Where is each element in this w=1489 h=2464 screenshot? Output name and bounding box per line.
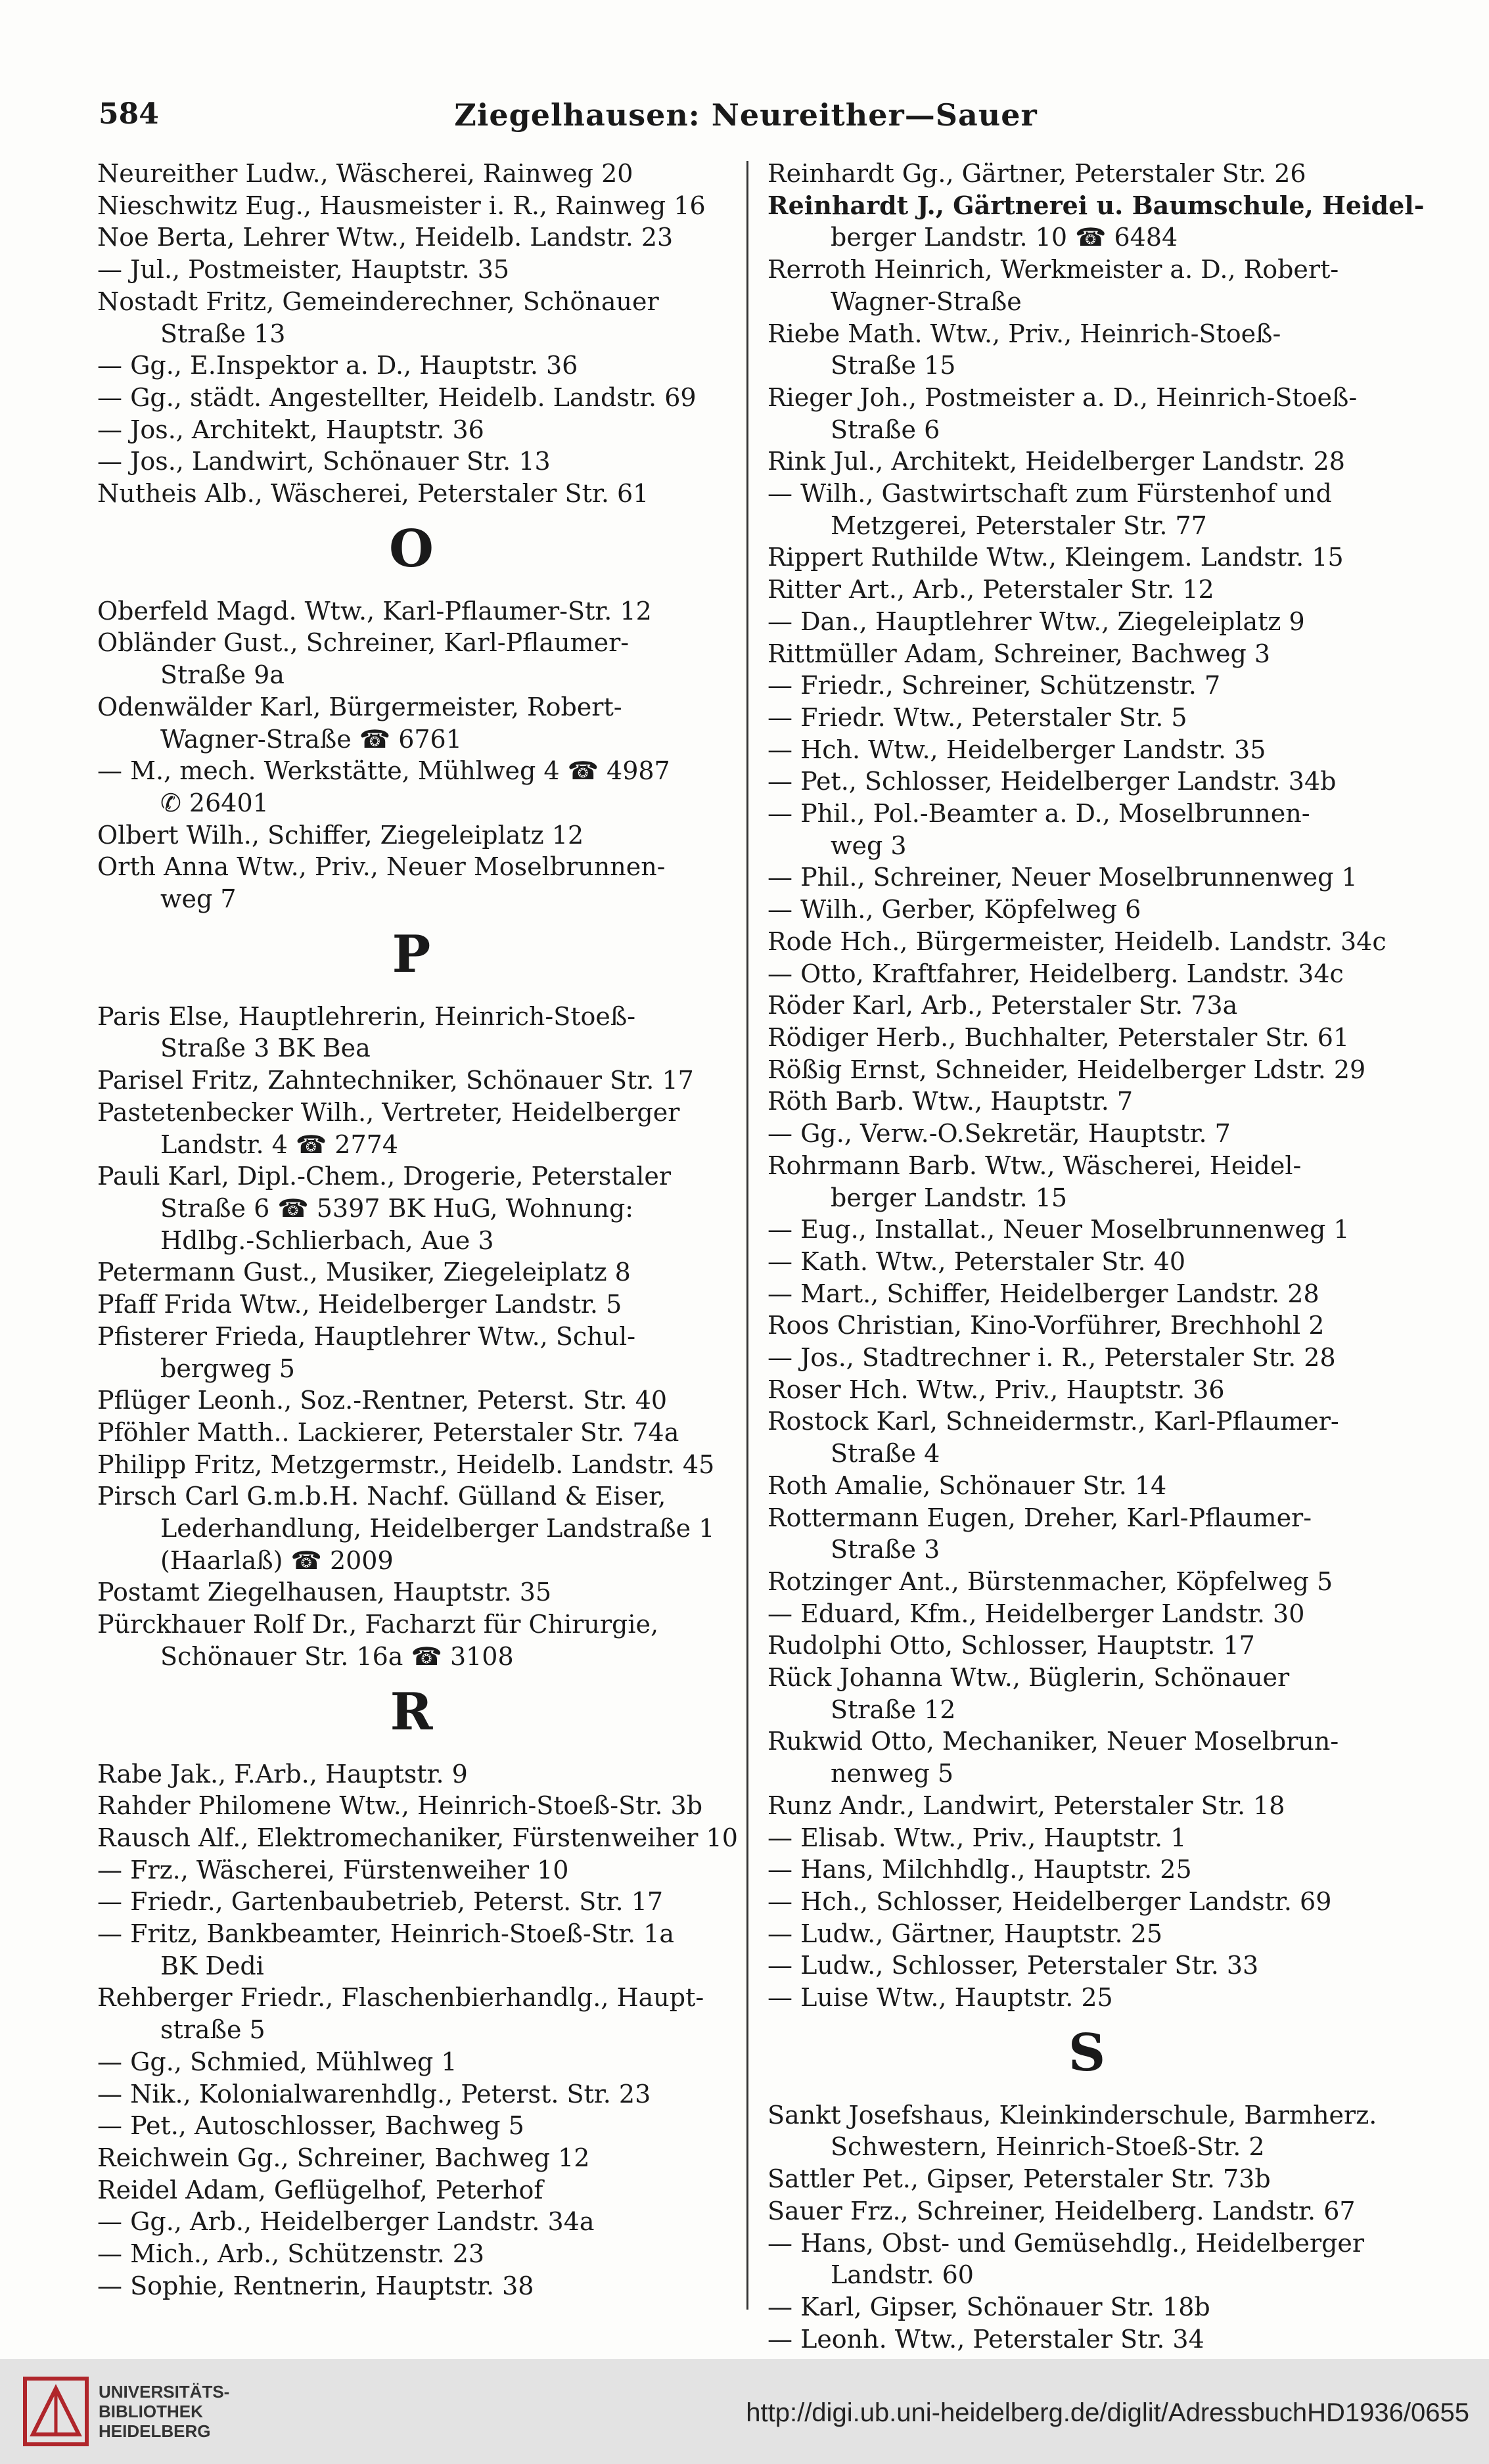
directory-entry [97, 1449, 725, 1481]
directory-entry [97, 2174, 725, 2206]
entry-line: Odenwälder Karl, Bürgermeister, Robert- [97, 692, 622, 721]
entry-line: — Dan., Hauptlehrer Wtw., Ziegeleiplatz 9 [767, 606, 1305, 636]
directory-entry [97, 819, 725, 852]
entry-line: — Gg., Arb., Heidelberger Landstr. 34a [97, 2207, 595, 2237]
directory-entry [767, 382, 1406, 445]
entry-line: Sauer Frz., Schreiner, Heidelberg. Landstr. 67 [767, 2196, 1356, 2225]
entry-line: Obländer Gust., Schreiner, Karl-Pflaumer- [97, 628, 630, 658]
entry-line: — Hch. Wtw., Heidelberger Landstr. 35 [767, 735, 1266, 764]
left-column [97, 158, 738, 2313]
directory-entry [767, 318, 1406, 382]
directory-entry [767, 1150, 1406, 1214]
directory-entry [767, 190, 1425, 254]
entry-line: — Gg., E.Inspektor a. D., Hauptstr. 36 [97, 351, 578, 380]
entry-line: Roos Christian, Kino-Vorführer, Brechhohl 2 [767, 1311, 1325, 1340]
entry-continuation: Straße 4 [831, 1439, 940, 1469]
directory-entry [767, 1214, 1406, 1246]
directory-entry [767, 1246, 1406, 1278]
directory-entry [767, 765, 1406, 798]
directory-entry [767, 894, 1406, 926]
entry-line: Rieger Joh., Postmeister a. D., Heinrich-Stoeß- [767, 382, 1358, 412]
entry-line: — Fritz, Bankbeamter, Heinrich-Stoeß-Str. 1a [97, 1919, 675, 1949]
entry-line: — Jos., Stadtrechner i. R., Peterstaler Str. 28 [767, 1343, 1336, 1373]
entry-line: Pfisterer Frieda, Hauptlehrer Wtw., Schul- [97, 1321, 636, 1351]
entry-line: — Kath. Wtw., Peterstaler Str. 40 [767, 1246, 1185, 1276]
directory-entry [767, 2163, 1406, 2195]
entry-continuation: Straße 9a [160, 660, 285, 690]
entry-continuation: straße 5 [160, 2015, 265, 2045]
entry-line: Rödiger Herb., Buchhalter, Peterstaler Str. 61 [767, 1022, 1350, 1052]
directory-entry [767, 1790, 1406, 1822]
directory-entry [767, 734, 1406, 766]
directory-entry [767, 541, 1406, 574]
directory-entry [767, 638, 1406, 670]
entry-line: Ritter Art., Arb., Peterstaler Str. 12 [767, 575, 1214, 605]
entry-line: Runz Andr., Landwirt, Peterstaler Str. 18 [767, 1791, 1285, 1820]
directory-entry [97, 755, 725, 819]
directory-entry [767, 702, 1406, 734]
directory-entry [97, 2238, 725, 2270]
university-logo-icon [20, 2372, 92, 2451]
directory-entry [97, 382, 725, 414]
entry-continuation: Wagner-Straße ☎ 6761 [160, 724, 462, 754]
entry-line: Riebe Math. Wtw., Priv., Heinrich-Stoeß- [767, 319, 1281, 348]
library-name-line: UNIVERSITÄTS- [99, 2382, 230, 2402]
directory-entry [97, 254, 725, 286]
entry-line: Rippert Ruthilde Wtw., Kleingem. Landstr. 15 [767, 543, 1344, 572]
entry-line: Nieschwitz Eug., Hausmeister i. R., Rainweg 16 [97, 191, 706, 220]
library-name-line: BIBLIOTHEK [99, 2402, 203, 2421]
entry-line: — M., mech. Werkstätte, Mühlweg 4 ☎ 4987 [97, 756, 670, 786]
directory-entry [767, 445, 1406, 478]
directory-entry [767, 1950, 1406, 1982]
directory-entry [767, 1854, 1406, 1886]
directory-entry [97, 1608, 725, 1672]
directory-entry [97, 1918, 725, 1982]
entry-continuation: Landstr. 4 ☎ 2774 [160, 1129, 398, 1159]
directory-entry [97, 595, 725, 627]
entry-continuation: Straße 6 [831, 415, 940, 444]
entry-line: Rück Johanna Wtw., Büglerin, Schönauer [767, 1663, 1290, 1693]
entry-line: — Hans, Milchhdlg., Hauptstr. 25 [767, 1855, 1192, 1884]
entry-continuation: nenweg 5 [831, 1759, 954, 1789]
directory-entry [97, 2110, 725, 2142]
entry-line: — Mich., Arb., Schützenstr. 23 [97, 2239, 485, 2269]
directory-entry [767, 1982, 1406, 2014]
directory-entry [767, 606, 1406, 638]
entry-line: — Gg., Verw.-O.Sekretär, Hauptstr. 7 [767, 1119, 1231, 1149]
entry-line: Pföhler Matth.. Lackierer, Peterstaler Str. 74a [97, 1417, 679, 1447]
directory-entry [767, 158, 1406, 190]
entry-continuation: Metzgerei, Peterstaler Str. 77 [831, 511, 1207, 540]
directory-entry [97, 1822, 738, 1854]
library-name-line: HEIDELBERG [99, 2421, 211, 2441]
entry-line: Reinhardt J., Gärtnerei u. Baumschule, Heidel- [767, 190, 1425, 220]
directory-entry [767, 1662, 1406, 1725]
entry-continuation: Landstr. 60 [831, 2260, 974, 2290]
directory-entry [767, 1118, 1406, 1150]
entry-line: Pastetenbecker Wilh., Vertreter, Heidelberger [97, 1097, 680, 1127]
entry-line: — Jul., Postmeister, Hauptstr. 35 [97, 255, 510, 285]
entry-line: Oberfeld Magd. Wtw., Karl-Pflaumer-Str. 12 [97, 596, 652, 626]
entry-line: — Nik., Kolonialwarenhdlg., Peterst. Str. 23 [97, 2079, 651, 2109]
directory-entry [97, 414, 725, 446]
entry-line: Nutheis Alb., Wäscherei, Peterstaler Str. 61 [97, 479, 649, 509]
entry-line: — Gg., Schmied, Mühlweg 1 [97, 2047, 457, 2076]
directory-entry [97, 1758, 725, 1791]
directory-entry [767, 1886, 1406, 1918]
entry-continuation: Hdlbg.-Schlierbach, Aue 3 [160, 1225, 494, 1255]
entry-line: Orth Anna Wtw., Priv., Neuer Moselbrunnen- [97, 852, 666, 882]
right-column [767, 158, 1425, 2354]
entry-line: Roser Hch. Wtw., Priv., Hauptstr. 36 [767, 1375, 1225, 1404]
entry-continuation: Straße 13 [160, 319, 286, 348]
directory-entry [97, 691, 725, 755]
entry-line: Olbert Wilh., Schiffer, Ziegeleiplatz 12 [97, 820, 584, 850]
entry-line: Rerroth Heinrich, Werkmeister a. D., Robert- [767, 255, 1339, 285]
directory-entry [767, 1085, 1406, 1118]
directory-entry [767, 958, 1406, 990]
entry-line: Noe Berta, Lehrer Wtw., Heidelb. Landstr. 23 [97, 223, 674, 252]
entry-continuation: Schwestern, Heinrich-Stoeß-Str. 2 [831, 2132, 1265, 2162]
entry-line: Sattler Pet., Gipser, Peterstaler Str. 73b [767, 2164, 1271, 2194]
directory-entry [97, 1417, 725, 1449]
entry-line: Röth Barb. Wtw., Hauptstr. 7 [767, 1087, 1134, 1116]
section-letter: R [390, 1681, 433, 1742]
directory-entry [767, 861, 1406, 894]
directory-entry [767, 1022, 1406, 1054]
entry-line: — Phil., Schreiner, Neuer Moselbrunnenweg 1 [767, 863, 1358, 892]
directory-entry [767, 1502, 1406, 1566]
directory-entry [97, 221, 725, 254]
entry-line: — Luise Wtw., Hauptstr. 25 [767, 1983, 1113, 2013]
entry-line: — Leonh. Wtw., Peterstaler Str. 34 [767, 2324, 1204, 2354]
entry-continuation: Straße 3 [831, 1535, 940, 1564]
directory-entry [767, 1374, 1406, 1406]
entry-continuation: Straße 15 [831, 351, 956, 380]
entry-line: — Otto, Kraftfahrer, Heidelberg. Landstr. 34c [767, 959, 1344, 988]
directory-entry [767, 2099, 1406, 2163]
directory-entry [767, 1918, 1406, 1950]
entry-line: Rudolphi Otto, Schlosser, Hauptstr. 17 [767, 1631, 1255, 1660]
entry-line: Petermann Gust., Musiker, Ziegeleiplatz 8 [97, 1258, 631, 1287]
directory-entry [97, 2046, 725, 2078]
entry-line: — Pet., Schlosser, Heidelberger Landstr. 34b [767, 767, 1337, 796]
entry-line: Rohrmann Barb. Wtw., Wäscherei, Heidel- [767, 1151, 1302, 1180]
directory-entry [767, 574, 1406, 606]
entry-line: — Frz., Wäscherei, Fürstenweiher 10 [97, 1855, 569, 1884]
entry-line: Rehberger Friedr., Flaschenbierhandlg., Haupt- [97, 1983, 704, 2013]
library-name [99, 2382, 229, 2441]
entry-line: Parisel Fritz, Zahntechniker, Schönauer Str. 17 [97, 1066, 694, 1095]
page-header [99, 97, 1393, 147]
entry-line: — Ludw., Schlosser, Peterstaler Str. 33 [767, 1951, 1259, 1980]
directory-entry [767, 1470, 1406, 1502]
entry-line: Rukwid Otto, Mechaniker, Neuer Moselbrun- [767, 1727, 1339, 1756]
directory-entry [97, 1160, 725, 1256]
entry-line: Roth Amalie, Schönauer Str. 14 [767, 1471, 1167, 1500]
entry-line: Rottermann Eugen, Dreher, Karl-Pflaumer- [767, 1503, 1312, 1532]
entry-line: — Jos., Architekt, Hauptstr. 36 [97, 415, 484, 444]
directory-entry [767, 254, 1406, 317]
directory-entry [767, 2291, 1406, 2323]
entry-line: Paris Else, Hauptlehrerin, Heinrich-Stoeß- [97, 1001, 636, 1031]
directory-entry [767, 1566, 1406, 1598]
directory-entry [767, 1405, 1406, 1469]
directory-entry [97, 1097, 725, 1160]
directory-entry [767, 1822, 1406, 1854]
section-letter: S [1068, 2022, 1106, 2083]
entry-line: Rink Jul., Architekt, Heidelberger Landstr. 28 [767, 447, 1345, 476]
entry-line: — Gg., städt. Angestellter, Heidelb. Landstr. 69 [97, 382, 697, 412]
page-number: 584 [99, 97, 159, 131]
directory-entry [97, 350, 725, 382]
directory-entry [97, 286, 725, 350]
entry-continuation: BK Dedi [160, 1951, 264, 1980]
directory-entry [97, 1256, 725, 1289]
directory-entry [97, 851, 725, 915]
directory-entry [97, 158, 725, 190]
directory-entry [97, 1384, 725, 1417]
directory-entry [767, 2195, 1406, 2227]
directory-entry [97, 2078, 725, 2110]
column-divider [746, 161, 748, 2310]
entry-line: Rößig Ernst, Schneider, Heidelberger Ldstr. 29 [767, 1055, 1366, 1084]
directory-entry [767, 670, 1406, 702]
directory-entry [767, 990, 1406, 1022]
entry-continuation: ✆ 26401 [160, 788, 269, 817]
section-letter: P [392, 924, 431, 984]
page-title: Ziegelhausen: Neureither—Sauer [454, 97, 1038, 133]
entry-line: Postamt Ziegelhausen, Hauptstr. 35 [97, 1578, 552, 1607]
entry-line: — Sophie, Rentnerin, Hauptstr. 38 [97, 2271, 534, 2300]
directory-entry [767, 1342, 1406, 1374]
directory-entry [767, 478, 1406, 541]
entry-continuation: Straße 3 BK Bea [160, 1034, 371, 1063]
directory-entry [97, 1480, 725, 1576]
entry-line: Pflüger Leonh., Soz.-Rentner, Peterst. Str. 40 [97, 1386, 668, 1415]
entry-line: — Eduard, Kfm., Heidelberger Landstr. 30 [767, 1599, 1305, 1628]
directory-entry [767, 1630, 1406, 1662]
entry-continuation: Wagner-Straße [831, 286, 1022, 316]
entry-line: — Hch., Schlosser, Heidelberger Landstr. 69 [767, 1886, 1332, 1916]
directory-entry [767, 2323, 1406, 2356]
entry-line: Rode Hch., Bürgermeister, Heidelb. Landstr. 34c [767, 926, 1386, 956]
entry-line: — Wilh., Gerber, Köpfelweg 6 [767, 895, 1141, 924]
entry-line: Rausch Alf., Elektromechaniker, Fürstenweiher 10 [97, 1823, 738, 1852]
entry-line: Reidel Adam, Geflügelhof, Peterhof [97, 2175, 543, 2204]
directory-entry [97, 1886, 725, 1918]
entry-continuation: weg 7 [160, 884, 237, 914]
directory-entry [97, 2206, 725, 2238]
entry-continuation: weg 3 [831, 831, 907, 860]
entry-line: — Eug., Installat., Neuer Moselbrunnenweg 1 [767, 1215, 1350, 1244]
directory-entry [97, 627, 725, 691]
directory-entry [97, 478, 725, 510]
entry-continuation: Straße 12 [831, 1695, 956, 1724]
directory-entry [767, 926, 1406, 958]
directory-entry [97, 1289, 725, 1321]
entry-line: Reichwein Gg., Schreiner, Bachweg 12 [97, 2143, 590, 2172]
entry-line: Rittmüller Adam, Schreiner, Bachweg 3 [767, 639, 1271, 668]
entry-line: Pirsch Carl G.m.b.H. Nachf. Gülland & Eiser, [97, 1482, 666, 1511]
directory-entry [767, 798, 1406, 861]
directory-entry [767, 1054, 1406, 1086]
directory-entry [97, 1854, 725, 1886]
directory-entry [767, 2227, 1406, 2291]
directory-entry [97, 445, 725, 478]
entry-line: Nostadt Fritz, Gemeinderechner, Schönauer [97, 286, 659, 316]
entry-line: Reinhardt Gg., Gärtner, Peterstaler Str. 26 [767, 159, 1306, 188]
entry-line: Neureither Ludw., Wäscherei, Rainweg 20 [97, 159, 633, 188]
entry-line: — Friedr., Schreiner, Schützenstr. 7 [767, 671, 1221, 700]
entry-line: — Phil., Pol.-Beamter a. D., Moselbrunnen- [767, 799, 1310, 829]
entry-continuation: Schönauer Str. 16a ☎ 3108 [160, 1641, 514, 1671]
directory-entry [97, 1321, 725, 1384]
entry-line: — Mart., Schiffer, Heidelberger Landstr. 28 [767, 1279, 1319, 1308]
source-url-link[interactable]: http://digi.ub.uni-heidelberg.de/diglit/AdressbuchHD1936/0655 [746, 2398, 1469, 2427]
directory-entry [97, 1064, 725, 1097]
entry-line: — Friedr. Wtw., Peterstaler Str. 5 [767, 702, 1187, 732]
directory-entry [767, 1310, 1406, 1342]
directory-entry [97, 2142, 725, 2174]
entry-line: Rotzinger Ant., Bürstenmacher, Köpfelweg 5 [767, 1566, 1333, 1596]
entry-line: — Jos., Landwirt, Schönauer Str. 13 [97, 447, 551, 476]
entry-line: — Pet., Autoschlosser, Bachweg 5 [97, 2111, 524, 2141]
entry-line: Philipp Fritz, Metzgermstr., Heidelb. Landstr. 45 [97, 1449, 715, 1479]
entry-continuation: Lederhandlung, Heidelberger Landstraße 1 [160, 1514, 715, 1543]
directory-entry [97, 1001, 725, 1064]
entry-line: Pfaff Frida Wtw., Heidelberger Landstr. 5 [97, 1290, 622, 1319]
entry-line: — Friedr., Gartenbaubetrieb, Peterst. Str. 17 [97, 1887, 664, 1917]
entry-line: — Hans, Obst- und Gemüsehdlg., Heidelberger [767, 2228, 1365, 2258]
directory-entry [97, 2270, 725, 2302]
directory-entry [767, 1725, 1406, 1789]
entry-continuation: Straße 6 ☎ 5397 BK HuG, Wohnung: [160, 1193, 634, 1223]
entry-line: — Elisab. Wtw., Priv., Hauptstr. 1 [767, 1823, 1187, 1852]
entry-line: Pürckhauer Rolf Dr., Facharzt für Chirurgie, [97, 1610, 659, 1639]
entry-continuation: bergweg 5 [160, 1354, 295, 1383]
entry-line: Sankt Josefshaus, Kleinkinderschule, Barmherz. [767, 2100, 1377, 2130]
directory-entry [97, 1790, 725, 1822]
directory-entry [767, 1598, 1406, 1630]
entry-line: — Ludw., Gärtner, Hauptstr. 25 [767, 1919, 1163, 1948]
entry-line: — Wilh., Gastwirtschaft zum Fürstenhof und [767, 479, 1332, 509]
entry-line: Rostock Karl, Schneidermstr., Karl-Pflaumer- [767, 1407, 1339, 1436]
entry-line: Rahder Philomene Wtw., Heinrich-Stoeß-Str. 3b [97, 1791, 703, 1821]
directory-entry [97, 1982, 725, 2045]
entry-line: — Karl, Gipser, Schönauer Str. 18b [767, 2293, 1210, 2321]
entry-line: Pauli Karl, Dipl.-Chem., Drogerie, Peterstaler [97, 1162, 672, 1191]
section-letter: O [389, 518, 434, 579]
entry-continuation: (Haarlaß) ☎ 2009 [160, 1545, 394, 1575]
entry-continuation: berger Landstr. 10 ☎ 6484 [831, 223, 1178, 252]
directory-entry [97, 190, 725, 222]
entry-line: Röder Karl, Arb., Peterstaler Str. 73a [767, 991, 1238, 1020]
directory-entry [767, 1278, 1406, 1310]
entry-line: Rabe Jak., F.Arb., Hauptstr. 9 [97, 1759, 468, 1789]
entry-continuation: berger Landstr. 15 [831, 1183, 1067, 1212]
directory-entry [97, 1576, 725, 1608]
